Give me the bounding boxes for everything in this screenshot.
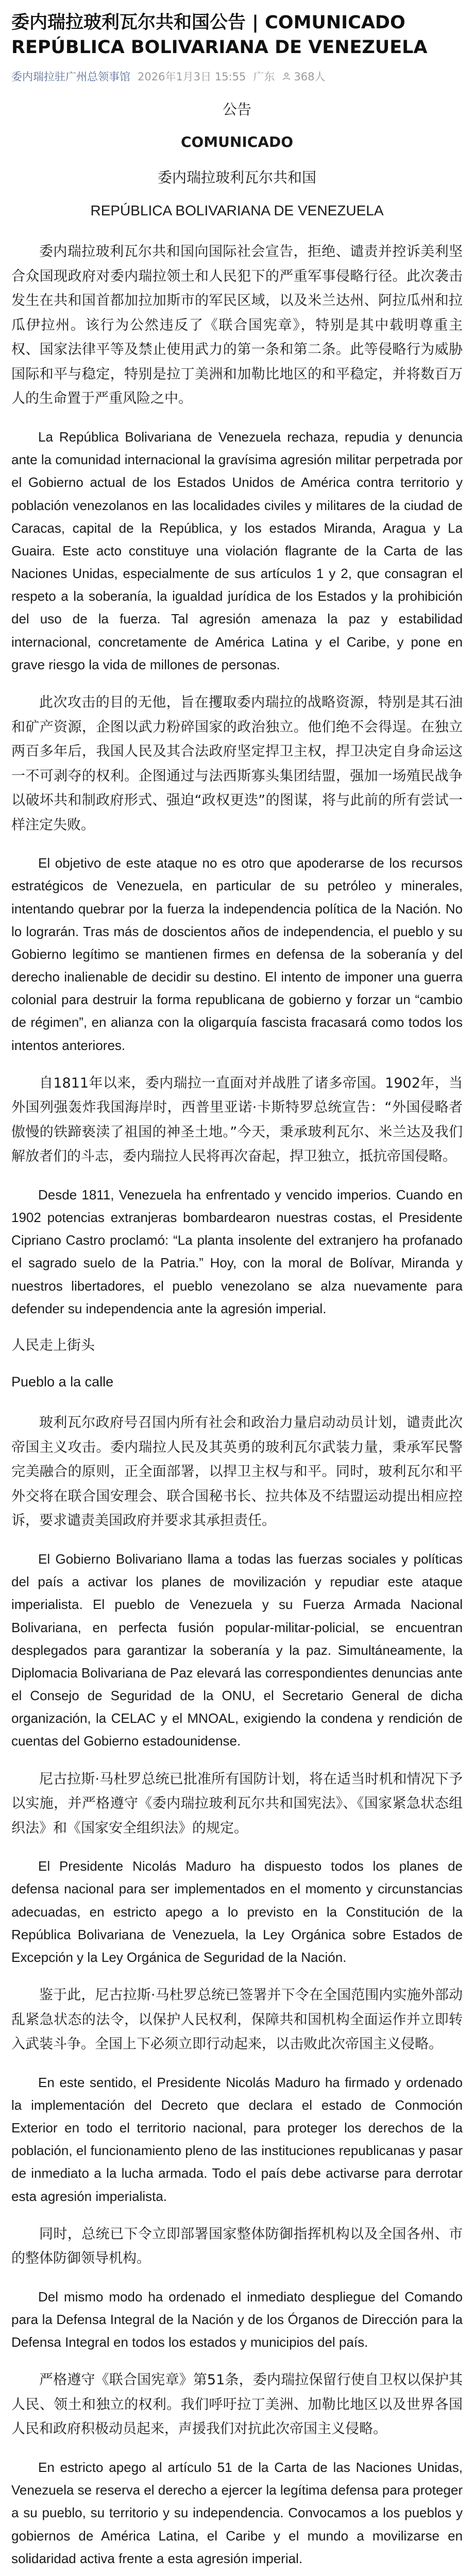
comunicado-heading: COMUNICADO bbox=[180, 133, 294, 151]
section-heading: 人民走上街头 bbox=[11, 1337, 95, 1354]
article-paragraph: El Presidente Nicolás Maduro ha dispuesto todos los planes de defensa nacional para ser implementados en el momento y circunstancias adecuadas, en estricto apego a lo previsto en la Constitución de la República Bolivariana de Venezuela, la Ley Orgánica sobre Estados de Excepción y la Ley Orgánica de Seguridad de la Nación. bbox=[11, 1858, 463, 1965]
article-body bbox=[11, 240, 463, 2576]
section-heading: Pueblo a la calle bbox=[11, 1374, 114, 1390]
article-paragraph: En este sentido, el Presidente Nicolás Maduro ha firmado y ordenado la implementación del Decreto que declara el estado de Conmoción Exterior en todo el territorio nacional, para proteger los derechos de la población, el funcionamiento pleno de las instituciones republicanas y pasar de inmediato a la lucha armada. Todo el país debe activarse para derrotar esta agresión imperialista. bbox=[11, 2074, 463, 2204]
article-paragraph: 委内瑞拉玻利瓦尔共和国向国际社会宣告，拒绝、谴责并控诉美利坚合众国现政府对委内瑞拉领土和人民犯下的严重军事侵略行径。此次袭击发生在共和国首都加拉加斯市的军民区域，以及米兰达州、阿拉瓜州和拉瓜伊拉州。该行为公然违反了《联合国宪章》，特别是其中载明尊重主权、国家法律平等及禁止使用武力的第一条和第二条。此等侵略行为威胁国际和平与稳定，特别是拉丁美洲和加勒比地区的和平稳定，并将数百万人的生命置于严重风险之中。 bbox=[11, 244, 463, 407]
view-count bbox=[282, 69, 325, 84]
article-paragraph: Del mismo modo ha ordenado el inmediato despliegue del Comando para la Defensa Integral de la Nación y de los Órganos de Dirección para la Defensa Integral en todos los estados y municipios del país. bbox=[11, 2289, 463, 2350]
article-paragraph: 鉴于此，尼古拉斯·马杜罗总统已签署并下令在全国范围内实施外部动乱紧急状态的法令，以保护人民权利，保障共和国机构全面运作并立即转入武装斗争。全国上下必须立即行动起来，以击败此次帝国主义侵略。 bbox=[11, 1987, 463, 2053]
country-es-heading: REPÚBLICA BOLIVARIANA DE VENEZUELA bbox=[90, 202, 384, 218]
article-paragraph: Desde 1811, Venezuela ha enfrentado y vencido imperios. Cuando en 1902 potencias extranjeras bombardearon nuestras costas, el Presidente Cipriano Castro proclamó: “La planta insolente del extranjero ha profanado el sagrado suelo de la Patria.” Hoy, con la moral de Bolívar, Miranda y nuestros libertadores, el pueblo venezolano se alza nuevamente para defender su independencia ante la agresión imperial. bbox=[11, 1187, 463, 1316]
country-cn-heading: 委内瑞拉玻利瓦尔共和国 bbox=[157, 168, 316, 186]
article-paragraph: 此次攻击的目的无他，旨在攫取委内瑞拉的战略资源，特别是其石油和矿产资源，企图以武力粉碎国家的政治独立。他们绝不会得逞。在独立两百多年后，我国人民及其合法政府坚定捍卫主权，捍卫决定自身命运这一不可剥夺的权利。企图通过与法西斯寡头集团结盟，强加一场殖民战争以破坏共和制政府形式、强迫“政权更迭”的图谋，将与此前的所有尝试一样注定失败。 bbox=[11, 694, 463, 833]
article-paragraph: 同时，总统已下令立即部署国家整体防御指挥机构以及全国各州、市的整体防御领导机构。 bbox=[11, 2226, 463, 2267]
article-title: 委内瑞拉玻利瓦尔共和国公告 | COMUNICADO REPÚBLICA BOLIVARIANA DE VENEZUELA bbox=[11, 12, 428, 58]
publish-datetime: 2026年1月3日 15:55 bbox=[138, 70, 246, 83]
article-paragraph: 玻利瓦尔政府号召国内所有社会和政治力量启动动员计划，谴责此次帝国主义攻击。委内瑞拉人民及其英勇的玻利瓦尔武装力量，秉承军民警完美融合的原则，正全面部署，以捍卫主权与和平。同时，玻利瓦尔和平外交将在联合国安理会、联合国秘书长、拉共体及不结盟运动提出相应控诉，要求谴责美国政府并要求其承担责任。 bbox=[11, 1415, 463, 1529]
account-name-link[interactable]: 委内瑞拉驻广州总领事馆 bbox=[11, 70, 130, 83]
gonggao-heading: 公告 bbox=[222, 100, 251, 118]
intro-block bbox=[11, 97, 463, 223]
view-count-text: 368人 bbox=[294, 70, 326, 83]
article-paragraph: El objetivo de este ataque no es otro que apoderarse de los recursos estratégicos de Venezuela, en particular de su petróleo y minerales, intentando quebrar por la fuerza la independencia política de la Nación. No lo lograrán. Tras más de doscientos años de independencia, el pueblo y su Gobierno legítimo se mantienen firmes en defensa de la soberanía y del derecho inalienable de decidir su destino. El intento de imponer una guerra colonial para destruir la forma republicana de gobierno y forzar un “cambio de régimen”, en alianza con la oligarquía fascista fracasará como todos los intentos anteriores. bbox=[11, 855, 463, 1053]
article-paragraph: 自1811年以来，委内瑞拉一直面对并战胜了诸多帝国。1902年，当外国列强轰炸我国海岸时，西普里亚诺·卡斯特罗总统宣告：“外国侵略者傲慢的铁蹄亵渎了祖国的神圣土地。”今天，秉承玻利瓦尔、米兰达及我们解放者们的斗志，委内瑞拉人民将再次奋起，捍卫独立，抵抗帝国侵略。 bbox=[11, 1075, 463, 1165]
article-paragraph: 尼古拉斯·马杜罗总统已批准所有国防计划，将在适当时机和情况下予以实施，并严格遵守《委内瑞拉玻利瓦尔共和国宪法》、《国家紧急状态组织法》和《国家安全组织法》的规定。 bbox=[11, 1771, 463, 1836]
article-paragraph: En estricto apego al artículo 51 de la Carta de las Naciones Unidas, Venezuela se reserva el derecho a ejercer la legítima defensa para proteger a su pueblo, su territorio y su independencia. Convocamos a los pueblos y gobiernos de América Latina, el Caribe y el mundo a movilizarse en solidaridad activa frente a esta agresión imperial. bbox=[11, 2459, 463, 2566]
article-paragraph: 严格遵守《联合国宪章》第51条，委内瑞拉保留行使自卫权以保护其人民、领土和独立的权利。我们呼吁拉丁美洲、加勒比地区以及世界各国人民和政府积极动员起来，声援我们对抗此次帝国主义侵略。 bbox=[11, 2372, 463, 2437]
article-paragraph: El Gobierno Bolivariano llama a todas las fuerzas sociales y políticas del país a activar los planes de movilización y repudiar este ataque imperialista. El pueblo de Venezuela y su Fuerza Armada Nacional Bolivariana, en perfecta fusión popular-militar-policial, se encuentran desplegados para garantizar la soberanía y la paz. Simultáneamente, la Diplomacia Bolivariana de Paz elevará las correspondientes denuncias ante el Consejo de Seguridad de la ONU, el Secretario General de dicha organización, la CELAC y el MNOAL, exigiendo la condena y rendición de cuentas del Gobierno estadounidense. bbox=[11, 1551, 463, 1749]
person-icon bbox=[282, 72, 291, 81]
article-paragraph: La República Bolivariana de Venezuela rechaza, repudia y denuncia ante la comunidad internacional la gravísima agresión militar perpetrada por el Gobierno actual de los Estados Unidos de América contra territorio y población venezolanos en las localidades civiles y militares de la ciudad de Caracas, capital de la República, y los estados Miranda, Aragua y La Guaira. Este acto constituye una violación flagrante de la Carta de las Naciones Unidas, especialmente de sus artículos 1 y 2, que consagran el respeto a la soberanía, la igualdad jurídica de los Estados y la prohibición del uso de la fuerza. Tal agresión amenaza la paz y estabilidad internacional, concretamente de América Latina y el Caribe, y pone en grave riesgo la vida de millones de personas. bbox=[11, 429, 463, 672]
article-meta bbox=[11, 69, 463, 84]
publish-location: 广东 bbox=[253, 70, 275, 83]
